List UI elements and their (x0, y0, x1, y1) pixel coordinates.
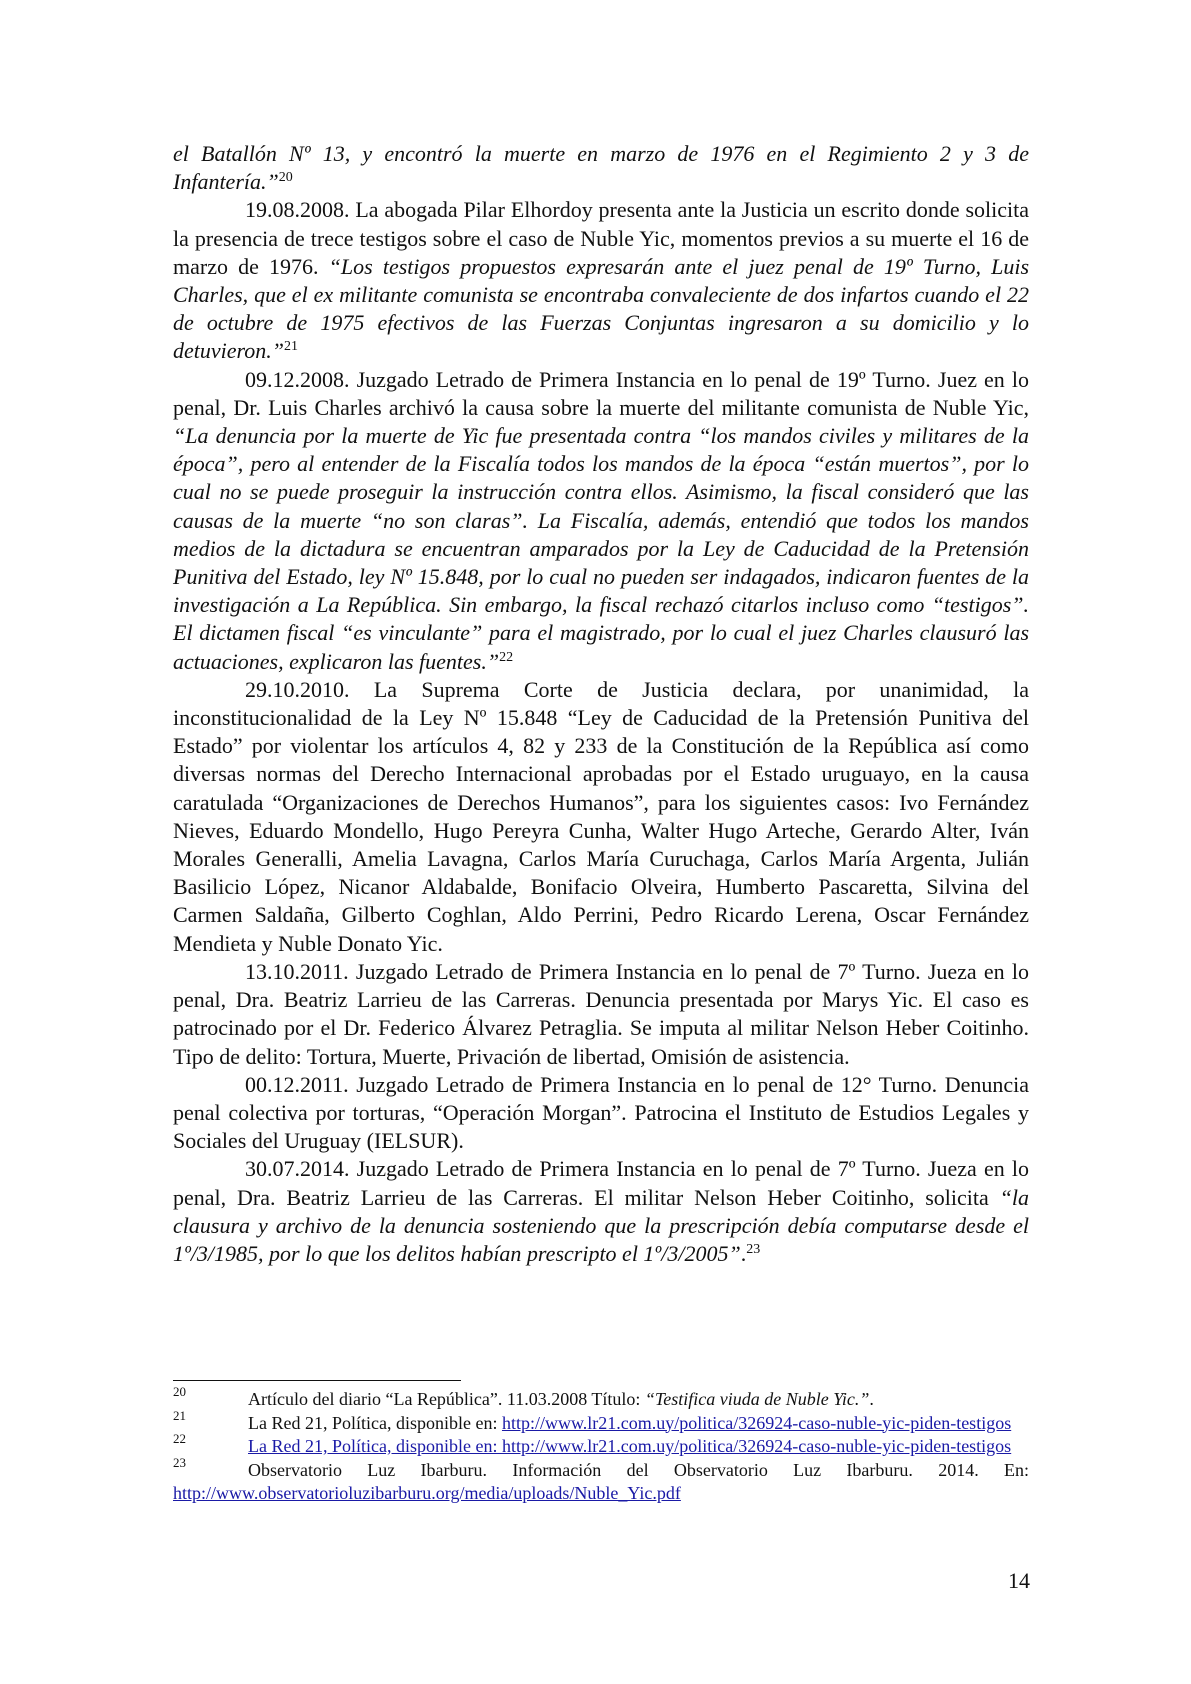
paragraph-text: 19.08.2008. La abogada Pilar Elhordoy presenta ante la Justicia un escrito donde solicita la presencia de trece testigos sobre el caso de Nuble Yic, momentos previos a su muerte el 16 de marzo de 1976. (173, 197, 1029, 279)
paragraph-2008-08-19 (173, 196, 1029, 365)
quote-italic: “Los testigos propuestos expresarán ante el juez penal de 19º Turno, Luis Charles, que el ex militante comunista se encontraba convaleciente de dos infartos cuando el 22 de octubre de 1975 efectivos de las Fuerzas Conjuntas ingresaron a su domicilio y lo detuvieron.” (173, 253, 1030, 364)
footnote-ref-22[interactable]: 22 (499, 649, 514, 665)
paragraph-2011-10-13 (173, 958, 1029, 1071)
paragraph-continuation (173, 140, 1029, 196)
paragraph-2008-12-09 (173, 366, 1029, 676)
paragraph-text: 13.10.2011. Juzgado Letrado de Primera Instancia en lo penal de 7º Turno. Jueza en lo penal, Dra. Beatriz Larrieu de las Carreras. Denuncia presentada por Marys Yic. El caso es patrocinado por el Dr. Federico Álvarez Petraglia. Se imputa al militar Nelson Heber Coitinho. Tipo de delito: Tortura, Muerte, Privación de libertad, Omisión de asistencia. (173, 958, 1029, 1069)
footnote-number: 22 (173, 1431, 186, 1446)
paragraph-tail: . (740, 1240, 747, 1266)
footnote-separator (173, 1380, 461, 1381)
footnote-link[interactable]: http://www.lr21.com.uy/politica/326924-caso-nuble-yic-piden-testigos (501, 1412, 1012, 1433)
paragraph-2010-10-29 (173, 676, 1029, 958)
footnote-tail: . (869, 1389, 874, 1409)
footnote-number: 23 (173, 1454, 186, 1470)
footnote-ref-21[interactable]: 21 (284, 339, 298, 355)
footnote-italic: “Testifica viuda de Nuble Yic.” (644, 1389, 870, 1409)
quote-italic: el Batallón Nº 13, y encontró la muerte en marzo de 1976 en el Regimiento 2 y 3 de Infantería.” (173, 141, 1029, 195)
quote-italic: “La denuncia por la muerte de Yic fue presentada contra “los mandos civiles y militares de la época”, pero al entender de la Fiscalía todos los mandos de la época “están muertos”, por lo cual no se puede proseguir la instrucción contra ellos. Asimismo, la fiscal consideró que las causas de la muerte “no son claras”. La Fiscalía, además, entendió que todos los mandos medios de la dictadura se encuentran amparados por la Ley de Caducidad de la Pretensión Punitiva del Estado, ley Nº 15.848, por lo cual no pueden ser indagados, indicaron fuentes de la investigación a La República. Sin embargo, la fiscal rechazó citarlos incluso como “testigos”. El dictamen fiscal “es vinculante” para el magistrado, por lo cual el juez Charles clausuró las actuaciones, explicaron las fuentes.” (173, 423, 1029, 674)
footnote-text: Observatorio Luz Ibarburu. Información del Observatorio Luz Ibarburu. 2014. En: (248, 1459, 1029, 1480)
footnote-number: 20 (173, 1384, 186, 1399)
quote-italic: “la clausura y archivo de la denuncia sosteniendo que la prescripción debía computarse desde el 1º/3/1985, por lo que los delitos habían prescripto el 1º/3/2005” (173, 1184, 1029, 1266)
paragraph-text: 09.12.2008. Juzgado Letrado de Primera Instancia en lo penal de 19º Turno. Juez en lo penal, Dr. Luis Charles archivó la causa sobre la muerte del militante comunista de Nuble Yic, (173, 366, 1029, 420)
body-text (173, 140, 1029, 1268)
footnote-23 (173, 1454, 1029, 1506)
paragraph-2014-07-30 (173, 1155, 1029, 1268)
footnote-number: 21 (173, 1407, 186, 1423)
footnote-ref-20[interactable]: 20 (278, 170, 293, 186)
footnote-text: La Red 21, Política, disponible en: (248, 1412, 502, 1433)
footnote-20 (173, 1384, 1029, 1412)
paragraph-text: 00.12.2011. Juzgado Letrado de Primera Instancia en lo penal de 12° Turno. Denuncia penal colectiva por torturas, “Operación Morgan”. Patrocina el Instituto de Estudios Legales y Sociales del Uruguay (IELSUR). (173, 1071, 1029, 1154)
page-number: 14 (1008, 1568, 1030, 1593)
footnotes (173, 1384, 1029, 1506)
footnote-ref-23[interactable]: 23 (746, 1241, 761, 1257)
footnote-link[interactable]: http://www.observatorioluzibarburu.org/media/uploads/Nuble_Yic.pdf (173, 1483, 681, 1503)
footnote-text: Artículo del diario “La República”. 11.03.2008 Título: (248, 1389, 645, 1409)
footnote-link[interactable]: La Red 21, Política, disponible en: http://www.lr21.com.uy/politica/326924-caso-nuble-yic-piden-testigos (248, 1436, 1012, 1456)
paragraph-text: 29.10.2010. La Suprema Corte de Justicia declara, por unanimidad, la inconstitucionalidad de la Ley Nº 15.848 “Ley de Caducidad de la Pretensión Punitiva del Estado” por violentar los artículos 4, 82 y 233 de la Constitución de la República así como diversas normas del Derecho Internacional aprobadas por el Estado uruguayo, en la causa caratulada “Organizaciones de Derechos Humanos”, para los siguientes casos: Ivo Fernández Nieves, Eduardo Mondello, Hugo Pereyra Cunha, Walter Hugo Arteche, Gerardo Alter, Iván Morales Generalli, Amelia Lavagna, Carlos María Curuchaga, Carlos María Argenta, Julián Basilicio López, Nicanor Aldabalde, Bonifacio Olveira, Humberto Pascaretta, Silvina del Carmen Saldaña, Gilberto Coghlan, Aldo Perrini, Pedro Ricardo Lerena, Oscar Fernández Mendieta y Nuble Donato Yic. (173, 676, 1029, 956)
footnote-21 (173, 1407, 1029, 1436)
paragraph-text: 30.07.2014. Juzgado Letrado de Primera Instancia en lo penal de 7º Turno. Jueza en lo penal, Dra. Beatriz Larrieu de las Carreras. El militar Nelson Heber Coitinho, solicita (173, 1156, 1029, 1210)
footnote-22 (173, 1431, 1029, 1459)
paragraph-2011-12-00 (173, 1071, 1029, 1156)
